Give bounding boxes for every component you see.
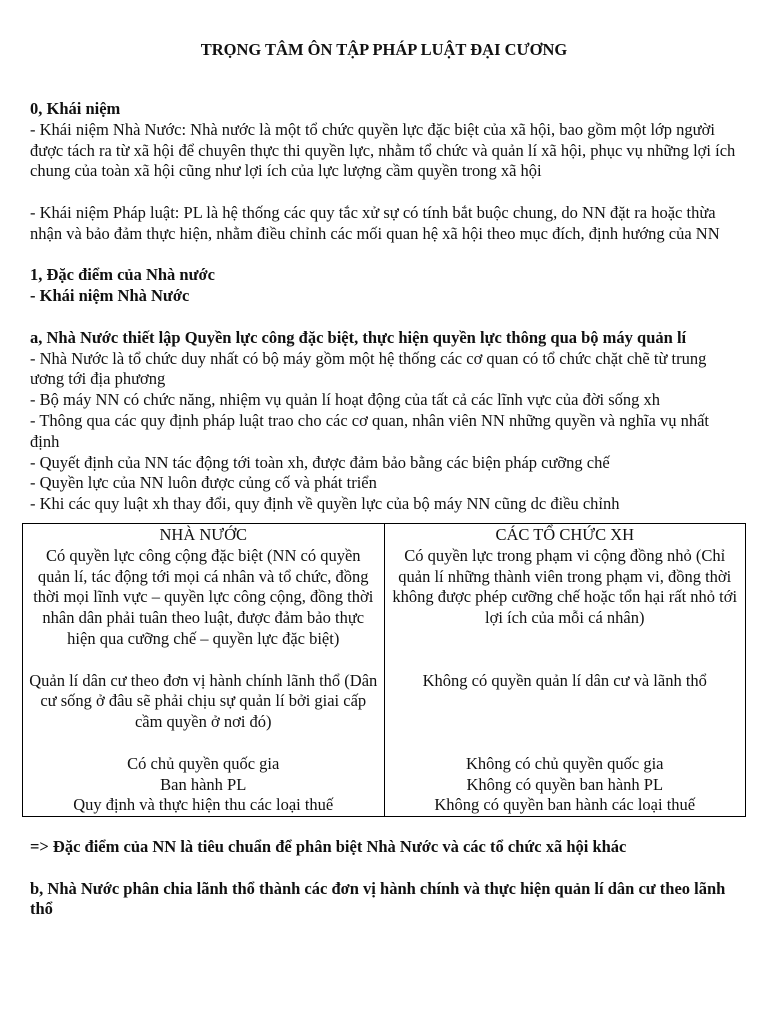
state-territory-text: Quản lí dân cư theo đơn vị hành chính lãnh thổ (Dân cư sống ở đâu sẽ phải chịu sự quản lí bởi giai cấp cầm quyền ở nơi đó)	[29, 670, 378, 732]
org-law-text: Không có quyền ban hành PL	[466, 774, 664, 794]
table-cell-state	[23, 523, 385, 816]
bullet-item: - Khi các quy luật xh thay đổi, quy định về quyền lực của bộ máy NN cũng dc điều chỉnh	[30, 494, 620, 514]
state-law-text: Ban hành PL	[160, 774, 247, 794]
bullet-item: - Nhà Nước là tổ chức duy nhất có bộ máy gồm một hệ thống các cơ quan có tổ chức chặt chẽ từ trung ương tới địa phương	[30, 348, 707, 389]
section-1a-heading: a, Nhà Nước thiết lập Quyền lực công đặc biệt, thực hiện quyền lực thông qua bộ máy quản lí	[30, 327, 687, 347]
table-header-social-orgs: CÁC TỔ CHỨC XH	[495, 524, 635, 544]
section-1b-heading: b, Nhà Nước phân chia lãnh thổ thành các đơn vị hành chính và thực hiện quản lí dân cư theo lãnh thổ	[30, 878, 726, 919]
org-power-text: Có quyền lực trong phạm vi cộng đồng nhỏ (Chỉ quản lí những thành viên trong phạm vi, đồng thời không được phép cưỡng chế hoặc tổn hại rất nhỏ tới lợi ích của mỗi cá nhân)	[392, 545, 738, 628]
section-1-subheading: - Khái niệm Nhà Nước	[30, 286, 190, 306]
org-tax-text: Không có quyền ban hành các loại thuế	[434, 795, 696, 815]
table-cell-social-orgs	[384, 523, 746, 816]
document-title: TRỌNG TÂM ÔN TẬP PHÁP LUẬT ĐẠI CƯƠNG	[200, 40, 568, 59]
comparison-table	[22, 523, 746, 817]
bullet-item: - Quyết định của NN tác động tới toàn xh, được đảm bảo bằng các biện pháp cưỡng chế	[30, 452, 610, 472]
bullet-item: - Bộ máy NN có chức năng, nhiệm vụ quản lí hoạt động của tất cả các lĩnh vực của đời sống xh	[30, 390, 661, 410]
bullet-item: - Thông qua các quy định pháp luật trao cho các cơ quan, nhân viên NN những quyền và nghĩa vụ nhất định	[30, 410, 710, 451]
table-header-state: NHÀ NƯỚC	[159, 524, 247, 544]
law-definition-paragraph: - Khái niệm Pháp luật: PL là hệ thống các quy tắc xử sự có tính bắt buộc chung, do NN đặt ra hoặc thừa nhận và bảo đảm thực hiện, nhằm điều chỉnh các mối quan hệ xã hội theo mục đích, định hướng của NN	[30, 202, 720, 243]
bullet-item: - Quyền lực của NN luôn được củng cố và phát triển	[30, 473, 377, 493]
conclusion-text: => Đặc điểm của NN là tiêu chuẩn để phân biệt Nhà Nước và các tổ chức xã hội khác	[30, 837, 627, 857]
org-sovereignty-text: Không có chủ quyền quốc gia	[466, 753, 664, 773]
state-definition-paragraph: - Khái niệm Nhà Nước: Nhà nước là một tổ chức quyền lực đặc biệt của xã hội, bao gồm một lớp người được tách ra từ xã hội để chuyên thực thi quyền lực, nhằm tổ chức và quản lí xã hội, phục vụ những lợi ích chung của toàn xã hội cũng như lợi ích của lực lượng cầm quyền trong xã hội	[30, 119, 736, 181]
section-0-heading: 0, Khái niệm	[30, 99, 121, 118]
org-territory-text: Không có quyền quản lí dân cư và lãnh thổ	[422, 670, 707, 690]
state-tax-text: Quy định và thực hiện thu các loại thuế	[73, 795, 334, 815]
document-body	[30, 99, 742, 920]
state-power-text: Có quyền lực công cộng đặc biệt (NN có quyền quản lí, tác động tới mọi cá nhân và tổ chức, đồng thời mọi lĩnh vực – quyền lực công cộng, đồng thời nhân dân phải tuân theo luật, được đảm bảo thực hiện qua cưỡng chế – quyền lực đặc biệt)	[33, 545, 374, 648]
state-sovereignty-text: Có chủ quyền quốc gia	[127, 753, 280, 773]
section-1-heading: 1, Đặc điểm của Nhà nước	[30, 265, 215, 285]
